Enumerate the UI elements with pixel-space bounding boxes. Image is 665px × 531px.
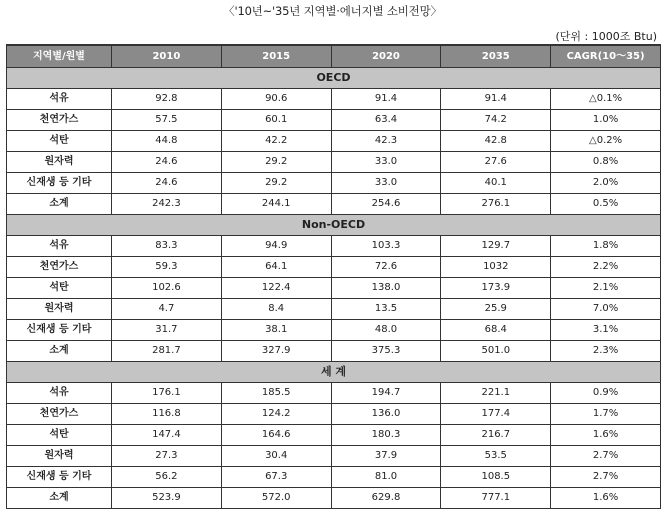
row-label: 소계: [7, 488, 112, 509]
table-row: [7, 467, 661, 488]
table-cell: 1.8%: [551, 236, 661, 257]
table-row: [7, 341, 661, 362]
table-cell: 53.5: [441, 446, 551, 467]
table-cell: 2.0%: [551, 173, 661, 194]
table-title: 〈'10년~'35년 지역별·에너지별 소비전망〉: [223, 4, 442, 18]
table-cell: 375.3: [331, 341, 441, 362]
header-cell-2020: 2020: [331, 45, 441, 68]
row-label: 원자력: [7, 152, 112, 173]
table-cell: 1.0%: [551, 110, 661, 131]
table-row: [7, 320, 661, 341]
table-row: [7, 488, 661, 509]
table-cell: 164.6: [221, 425, 331, 446]
table-cell: 56.2: [112, 467, 222, 488]
table-cell: 2.3%: [551, 341, 661, 362]
table-row: [7, 404, 661, 425]
table-cell: 8.4: [221, 299, 331, 320]
table-cell: 242.3: [112, 194, 222, 215]
table-cell: 1.7%: [551, 404, 661, 425]
header-cell-region: 지역별/원별: [7, 45, 112, 68]
table-cell: 177.4: [441, 404, 551, 425]
header-cell-2015: 2015: [221, 45, 331, 68]
table-cell: 33.0: [331, 173, 441, 194]
row-label: 신재생 등 기타: [7, 320, 112, 341]
table-cell: 108.5: [441, 467, 551, 488]
section-title: Non-OECD: [7, 215, 661, 236]
table-cell: 4.7: [112, 299, 222, 320]
section-title: OECD: [7, 68, 661, 89]
energy-consumption-table: [6, 44, 661, 509]
table-cell: 48.0: [331, 320, 441, 341]
table-cell: 147.4: [112, 425, 222, 446]
table-cell: 83.3: [112, 236, 222, 257]
table-cell: 0.5%: [551, 194, 661, 215]
table-cell: 60.1: [221, 110, 331, 131]
table-row: [7, 110, 661, 131]
table-cell: 24.6: [112, 152, 222, 173]
table-cell: 40.1: [441, 173, 551, 194]
table-row: [7, 236, 661, 257]
table-cell: 94.9: [221, 236, 331, 257]
table-cell: 185.5: [221, 383, 331, 404]
table-cell: 138.0: [331, 278, 441, 299]
table-cell: 122.4: [221, 278, 331, 299]
table-cell: 67.3: [221, 467, 331, 488]
section-header-row: [7, 215, 661, 236]
table-cell: 1.6%: [551, 425, 661, 446]
table-row: [7, 299, 661, 320]
table-cell: 72.6: [331, 257, 441, 278]
row-label: 원자력: [7, 299, 112, 320]
table-body: [7, 68, 661, 509]
section-header-row: [7, 68, 661, 89]
table-cell: 180.3: [331, 425, 441, 446]
table-row: [7, 257, 661, 278]
table-cell: 136.0: [331, 404, 441, 425]
table-cell: 38.1: [221, 320, 331, 341]
row-label: 신재생 등 기타: [7, 467, 112, 488]
row-label: 석유: [7, 236, 112, 257]
table-cell: 27.3: [112, 446, 222, 467]
table-cell: 194.7: [331, 383, 441, 404]
row-label: 석탄: [7, 131, 112, 152]
table-cell: 221.1: [441, 383, 551, 404]
table-cell: 24.6: [112, 173, 222, 194]
table-cell: 1.6%: [551, 488, 661, 509]
table-cell: 629.8: [331, 488, 441, 509]
table-cell: 0.9%: [551, 383, 661, 404]
table-cell: 25.9: [441, 299, 551, 320]
unit-label: (단위 : 1000조 Btu): [555, 30, 657, 43]
table-row: [7, 89, 661, 110]
row-label: 석유: [7, 383, 112, 404]
table-cell: 2.7%: [551, 467, 661, 488]
table-cell: 30.4: [221, 446, 331, 467]
table-cell: 57.5: [112, 110, 222, 131]
section-title: 세 계: [7, 362, 661, 383]
row-label: 천연가스: [7, 110, 112, 131]
table-cell: 2.7%: [551, 446, 661, 467]
table-cell: 0.8%: [551, 152, 661, 173]
row-label: 원자력: [7, 446, 112, 467]
table-cell: △0.1%: [551, 89, 661, 110]
table-cell: △0.2%: [551, 131, 661, 152]
table-cell: 91.4: [331, 89, 441, 110]
table-row: [7, 173, 661, 194]
table-cell: 102.6: [112, 278, 222, 299]
table-cell: 42.8: [441, 131, 551, 152]
header-cell-cagr: CAGR(10～35): [551, 45, 661, 68]
table-cell: 59.3: [112, 257, 222, 278]
table-cell: 63.4: [331, 110, 441, 131]
table-cell: 103.3: [331, 236, 441, 257]
table-cell: 523.9: [112, 488, 222, 509]
table-cell: 68.4: [441, 320, 551, 341]
table-cell: 216.7: [441, 425, 551, 446]
table-cell: 281.7: [112, 341, 222, 362]
table-row: [7, 425, 661, 446]
row-label: 천연가스: [7, 257, 112, 278]
table-cell: 176.1: [112, 383, 222, 404]
table-cell: 501.0: [441, 341, 551, 362]
table-cell: 33.0: [331, 152, 441, 173]
table-cell: 276.1: [441, 194, 551, 215]
table-row: [7, 278, 661, 299]
section-header-row: [7, 362, 661, 383]
row-label: 석탄: [7, 425, 112, 446]
row-label: 석탄: [7, 278, 112, 299]
row-label: 신재생 등 기타: [7, 173, 112, 194]
table-cell: 116.8: [112, 404, 222, 425]
table-cell: 81.0: [331, 467, 441, 488]
table-cell: 37.9: [331, 446, 441, 467]
table-cell: 244.1: [221, 194, 331, 215]
table-cell: 1032: [441, 257, 551, 278]
table-cell: 129.7: [441, 236, 551, 257]
table-cell: 124.2: [221, 404, 331, 425]
table-row: [7, 152, 661, 173]
table-cell: 254.6: [331, 194, 441, 215]
table-cell: 7.0%: [551, 299, 661, 320]
row-label: 석유: [7, 89, 112, 110]
table-row: [7, 131, 661, 152]
header-row: [7, 45, 661, 68]
table-cell: 2.2%: [551, 257, 661, 278]
table-cell: 777.1: [441, 488, 551, 509]
table-cell: 29.2: [221, 152, 331, 173]
table-cell: 29.2: [221, 173, 331, 194]
table-row: [7, 194, 661, 215]
row-label: 소계: [7, 341, 112, 362]
table-cell: 42.3: [331, 131, 441, 152]
header-cell-2010: 2010: [112, 45, 222, 68]
table-cell: 92.8: [112, 89, 222, 110]
table-cell: 2.1%: [551, 278, 661, 299]
row-label: 소계: [7, 194, 112, 215]
table-cell: 44.8: [112, 131, 222, 152]
table-cell: 91.4: [441, 89, 551, 110]
header-cell-2035: 2035: [441, 45, 551, 68]
table-cell: 74.2: [441, 110, 551, 131]
table-row: [7, 383, 661, 404]
table-cell: 27.6: [441, 152, 551, 173]
table-cell: 3.1%: [551, 320, 661, 341]
table-row: [7, 446, 661, 467]
table-cell: 90.6: [221, 89, 331, 110]
table-cell: 173.9: [441, 278, 551, 299]
table-cell: 31.7: [112, 320, 222, 341]
table-cell: 572.0: [221, 488, 331, 509]
row-label: 천연가스: [7, 404, 112, 425]
table-cell: 13.5: [331, 299, 441, 320]
table-cell: 42.2: [221, 131, 331, 152]
table-cell: 327.9: [221, 341, 331, 362]
table-cell: 64.1: [221, 257, 331, 278]
